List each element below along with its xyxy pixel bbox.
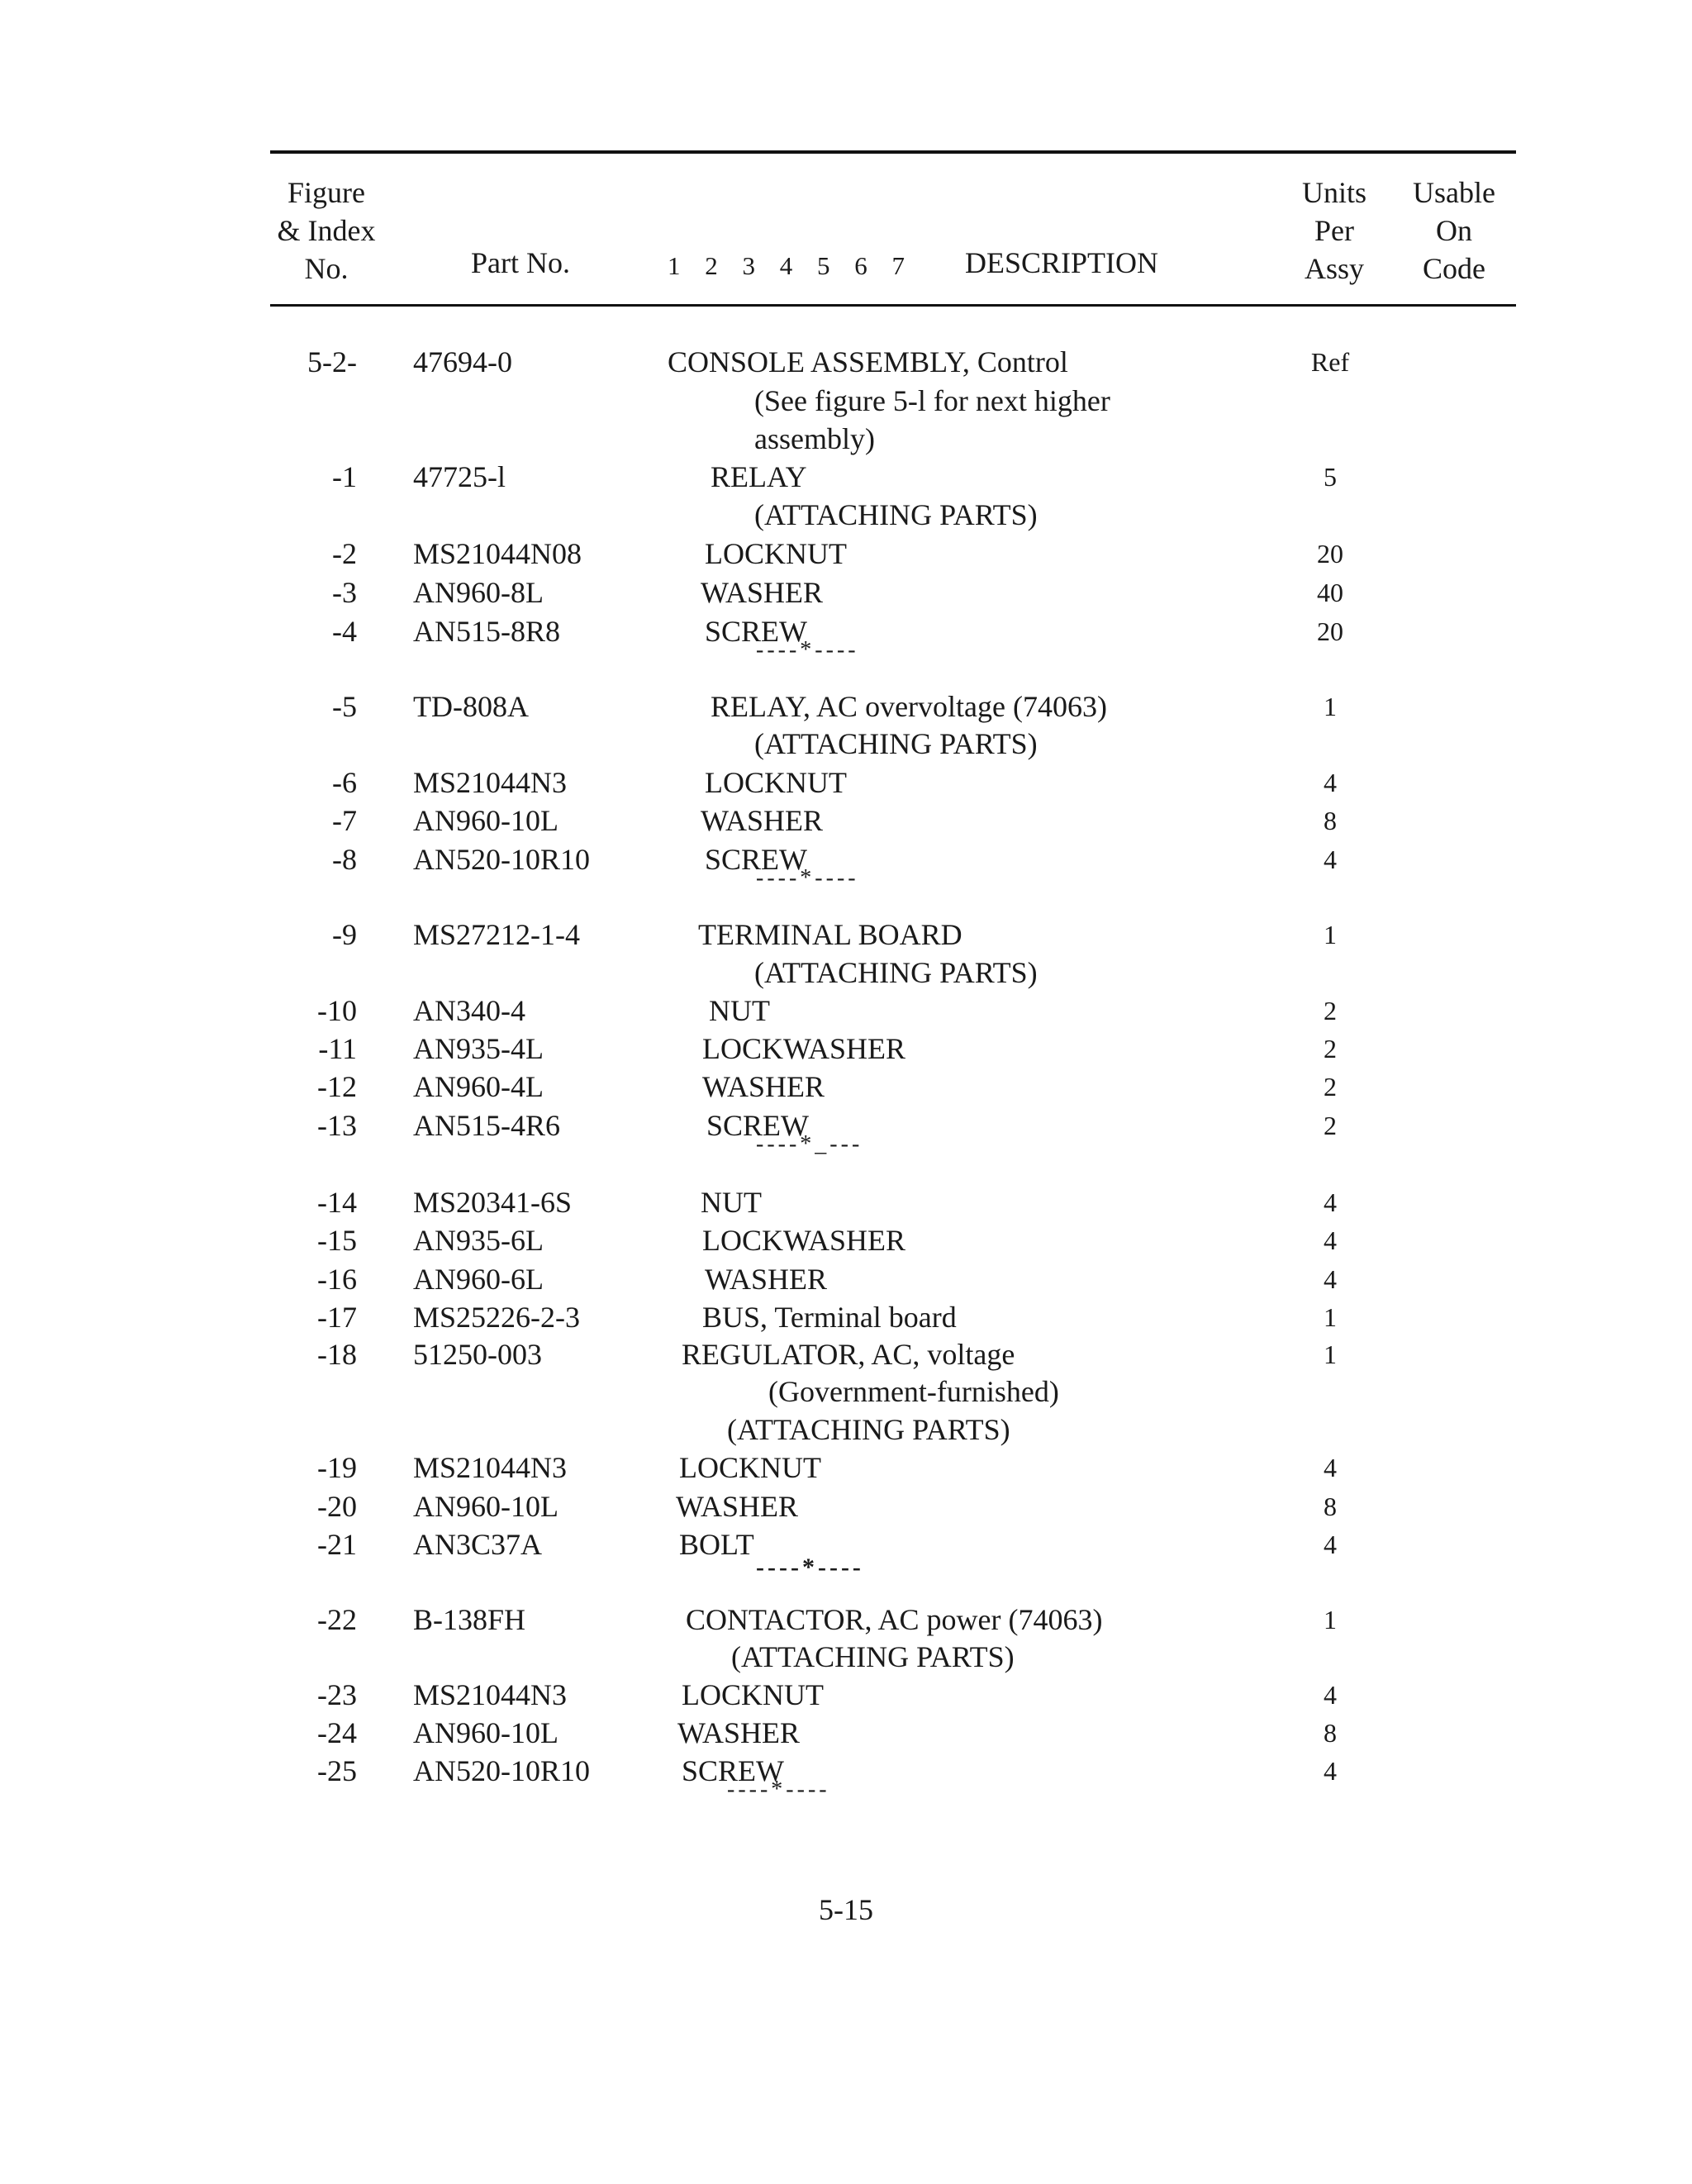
row-units-per-assy: 8 [1324,806,1337,835]
attaching-parts-end-separator: ----*---- [756,637,859,663]
row-index-number: -25 [317,1754,357,1787]
row-part-number: AN520-10R10 [413,843,590,876]
header-indent-columns: 1 2 3 4 5 6 7 [668,251,905,280]
row-index-number: -3 [332,576,357,609]
row-index-number: -9 [332,918,357,951]
row-description: (ATTACHING PARTS) [727,1413,1010,1446]
row-description: NUT [709,994,770,1027]
row-index-number: -18 [317,1338,357,1371]
row-description: CONSOLE ASSEMBLY, Control [668,345,1068,378]
header-usable-line: Code [1423,252,1485,285]
row-part-number: 51250-003 [413,1338,542,1371]
header-units-line: Assy [1304,252,1365,285]
row-index-number: -23 [317,1678,357,1711]
row-index-number: -6 [332,766,357,799]
header-figure-line: Figure [288,176,365,209]
row-index-number: -7 [332,804,357,837]
row-part-number: MS21044N3 [413,1678,568,1711]
row-description: WASHER [676,1490,799,1523]
row-description: BUS, Terminal board [702,1301,957,1334]
header-description: DESCRIPTION [965,246,1159,279]
row-description: WASHER [701,576,824,609]
row-index-number: -22 [317,1603,357,1636]
row-index-number: -24 [317,1716,357,1749]
row-part-number: 47725-l [413,460,506,493]
row-description: LOCKNUT [705,766,847,799]
row-part-number: AN960-10L [413,1490,558,1523]
header-usable-on-code [1404,174,1504,288]
row-description: LOCKNUT [682,1678,824,1711]
row-description: WASHER [705,1263,828,1296]
row-part-number: MS20341-6S [413,1186,573,1219]
row-part-number: B-138FH [413,1603,526,1636]
row-description: LOCKNUT [679,1451,821,1484]
row-description: LOCKNUT [705,537,847,570]
row-part-number: MS21044N3 [413,1451,568,1484]
row-part-number: AN340-4 [413,994,525,1027]
row-index-number: -20 [317,1490,357,1523]
row-description: WASHER [702,1070,825,1103]
header-figure-line: & Index [277,214,376,247]
row-description: (See figure 5-l for next higher [754,384,1110,417]
row-part-number: AN935-4L [413,1032,544,1065]
row-part-number: MS21044N08 [413,537,582,570]
row-index-number: -11 [318,1032,357,1065]
row-units-per-assy: 1 [1324,1605,1337,1634]
row-index-number: -14 [317,1186,357,1219]
row-part-number: AN3C37A [413,1528,543,1561]
row-units-per-assy: 4 [1324,1453,1337,1482]
row-units-per-assy: 5 [1324,462,1337,492]
row-index-number: -16 [317,1263,357,1296]
header-usable-line: Usable [1413,176,1495,209]
row-index-number: -5 [332,690,357,723]
attaching-parts-end-separator: ----*---- [756,865,859,891]
header-units-line: Per [1314,214,1354,247]
top-rule [270,150,1516,154]
row-index-number: -12 [317,1070,357,1103]
row-index-number: -4 [332,615,357,648]
header-figure-index [273,174,380,288]
header-part-no: Part No. [471,246,570,279]
row-index-number: -10 [317,994,357,1027]
row-description: WASHER [701,804,824,837]
row-description: REGULATOR, AC, voltage [682,1338,1015,1371]
row-units-per-assy: 4 [1324,845,1337,874]
row-description: CONTACTOR, AC power (74063) [686,1603,1103,1636]
row-units-per-assy: 2 [1324,1072,1337,1102]
row-description: WASHER [677,1716,801,1749]
row-units-per-assy: 4 [1324,1680,1337,1710]
row-index-number: -15 [317,1224,357,1257]
row-part-number: AN960-8L [413,576,544,609]
row-units-per-assy: 1 [1324,692,1337,721]
row-units-per-assy: 2 [1324,996,1337,1025]
row-part-number: AN960-6L [413,1263,544,1296]
row-description: LOCKWASHER [702,1224,906,1257]
row-units-per-assy: 4 [1324,1756,1337,1786]
row-units-per-assy: 20 [1317,616,1343,646]
row-description: assembly) [754,422,875,455]
row-part-number: AN960-10L [413,1716,558,1749]
row-index-number: -2 [332,537,357,570]
row-part-number: AN520-10R10 [413,1754,590,1787]
row-description: SCREW [705,843,808,876]
row-index-number: -1 [332,460,357,493]
row-units-per-assy: 4 [1324,1264,1337,1294]
header-figure-line: No. [304,252,349,285]
page-number: 5-15 [819,1893,873,1926]
header-units-per-assy [1285,174,1384,288]
row-units-per-assy: 8 [1324,1718,1337,1748]
row-part-number: MS25226-2-3 [413,1301,581,1334]
row-units-per-assy: 4 [1324,1187,1337,1217]
row-description: (ATTACHING PARTS) [754,727,1038,760]
row-part-number: AN515-8R8 [413,615,560,648]
row-units-per-assy: 8 [1324,1492,1337,1521]
row-index-number: -17 [317,1301,357,1334]
row-part-number: 47694-0 [413,345,512,378]
row-units-per-assy: 1 [1324,920,1337,949]
row-description: SCREW [682,1754,785,1787]
row-units-per-assy: 2 [1324,1111,1337,1140]
row-index-number: -21 [317,1528,357,1561]
row-description: NUT [701,1186,762,1219]
row-description: LOCKWASHER [702,1032,906,1065]
row-index-number: -19 [317,1451,357,1484]
header-bottom-rule [270,304,1516,307]
row-index-number: 5-2- [307,345,357,378]
row-part-number: AN515-4R6 [413,1109,560,1142]
row-units-per-assy: 4 [1324,768,1337,797]
row-units-per-assy: 4 [1324,1225,1337,1255]
row-part-number: MS27212-1-4 [413,918,581,951]
row-units-per-assy: 40 [1317,578,1343,607]
row-description: TERMINAL BOARD [698,918,962,951]
row-units-per-assy: 20 [1317,539,1343,569]
row-units-per-assy: 1 [1324,1339,1337,1369]
attaching-parts-end-separator: ----*---- [756,1554,864,1581]
row-description: SCREW [705,615,808,648]
row-description: BOLT [679,1528,754,1561]
row-description: (Government-furnished) [768,1375,1059,1408]
row-part-number: AN960-4L [413,1070,544,1103]
row-part-number: AN935-6L [413,1224,544,1257]
row-index-number: -13 [317,1109,357,1142]
row-units-per-assy: 1 [1324,1302,1337,1332]
row-description: RELAY [711,460,807,493]
row-units-per-assy: Ref [1310,347,1350,377]
row-part-number: MS21044N3 [413,766,568,799]
attaching-parts-end-separator: ----*---- [727,1777,830,1802]
row-index-number: -8 [332,843,357,876]
row-description: (ATTACHING PARTS) [731,1640,1015,1673]
attaching-parts-end-separator: ----*_--- [756,1131,863,1157]
row-units-per-assy: 4 [1324,1530,1337,1559]
row-description: RELAY, AC overvoltage (74063) [711,690,1107,723]
header-units-line: Units [1301,176,1366,209]
row-description: (ATTACHING PARTS) [754,498,1038,531]
row-units-per-assy: 2 [1324,1034,1337,1063]
row-part-number: AN960-10L [413,804,558,837]
row-description: SCREW [706,1109,810,1142]
row-description: (ATTACHING PARTS) [754,956,1038,989]
header-usable-line: On [1436,214,1472,247]
row-part-number: TD-808A [413,690,529,723]
